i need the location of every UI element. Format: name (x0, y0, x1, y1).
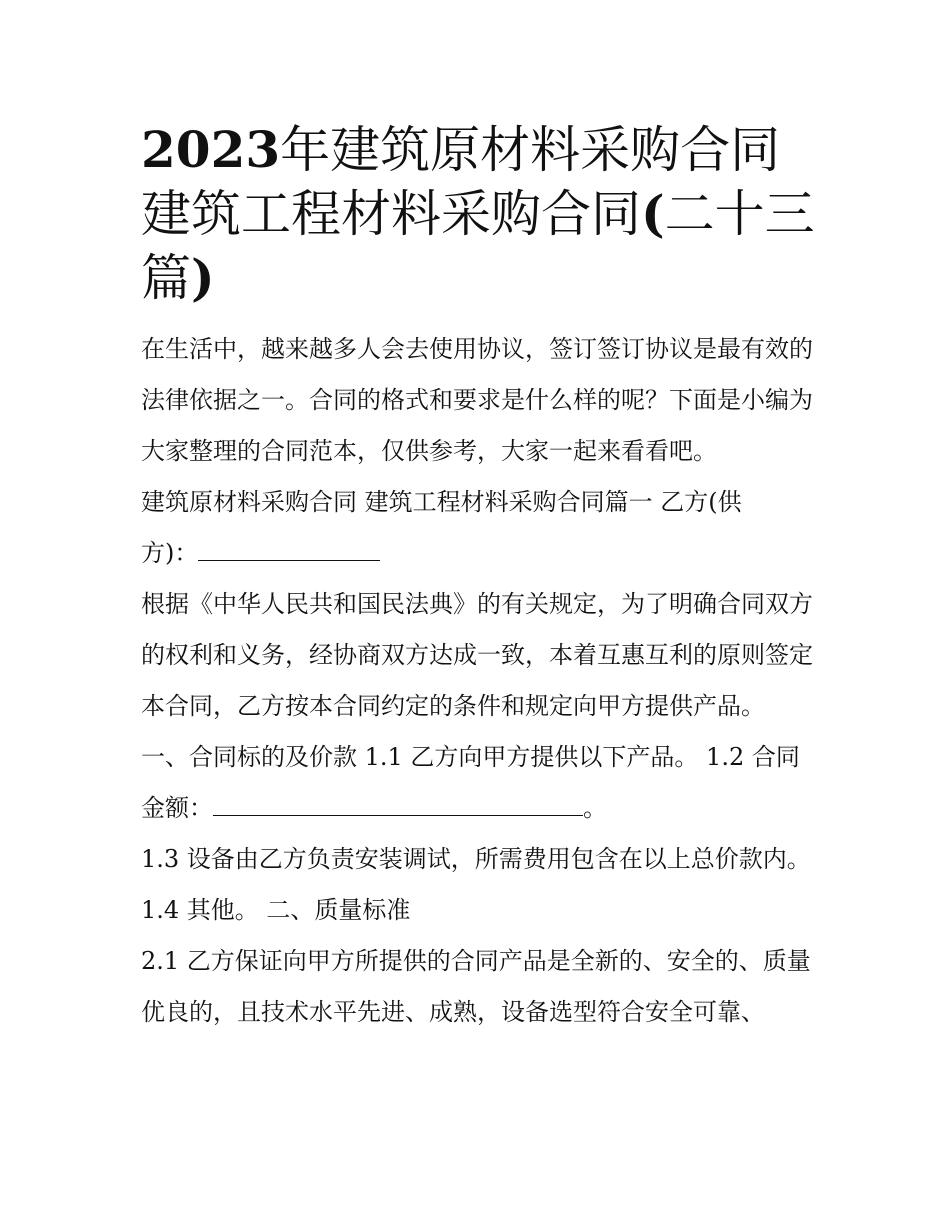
title-year: 2023 (141, 120, 281, 179)
amount-blank-line (213, 793, 583, 816)
document-page (141, 118, 821, 1038)
intro-paragraph: 在生活中，越来越多人会去使用协议，签订签订协议是最有效的法律依据之一。合同的格式和要求是什么样的呢？下面是小编为大家整理的合同范本，仅供参考，大家一起来看看吧。 (141, 335, 813, 465)
title-line2-tail: 二十三 (664, 185, 815, 243)
title-paren-open: ( (641, 184, 665, 243)
title-paren-close: ) (191, 248, 215, 307)
title-line1-text: 年建筑原材料采购合同 (280, 121, 781, 179)
section-heading-paragraph (141, 477, 821, 579)
basis-paragraph: 根据《中华人民共和国民法典》的有关规定，为了明确合同双方的权利和义务，经协商双方达成一致，本着互惠互利的原则签定本合同，乙方按本合同约定的条件和规定向甲方提供产品。 (141, 590, 813, 720)
price-text: 一、合同标的及价款 1.1 乙方向甲方提供以下产品。 1.2 合同金额： (141, 743, 800, 822)
price-paragraph (141, 732, 821, 834)
party-label: 方)： (141, 539, 199, 567)
install-paragraph: 1.3 设备由乙方负责安装调试，所需费用包含在以上总价款内。 1.4 其他。 二、质量标准 (141, 845, 811, 924)
party-blank-line (198, 538, 380, 561)
title-line3-text: 篇 (141, 249, 191, 307)
document-body (141, 324, 821, 1038)
quality-paragraph: 2.1 乙方保证向甲方所提供的合同产品是全新的、安全的、质量优良的，且技术水平先进、成熟，设备选型符合安全可靠、 (141, 947, 811, 1026)
title-line2-text: 建筑工程材料采购合同 (141, 185, 641, 243)
price-end: 。 (583, 794, 607, 822)
document-title (141, 118, 821, 310)
section-heading-text: 建筑原材料采购合同 建筑工程材料采购合同篇一 乙方(供 (141, 488, 742, 516)
